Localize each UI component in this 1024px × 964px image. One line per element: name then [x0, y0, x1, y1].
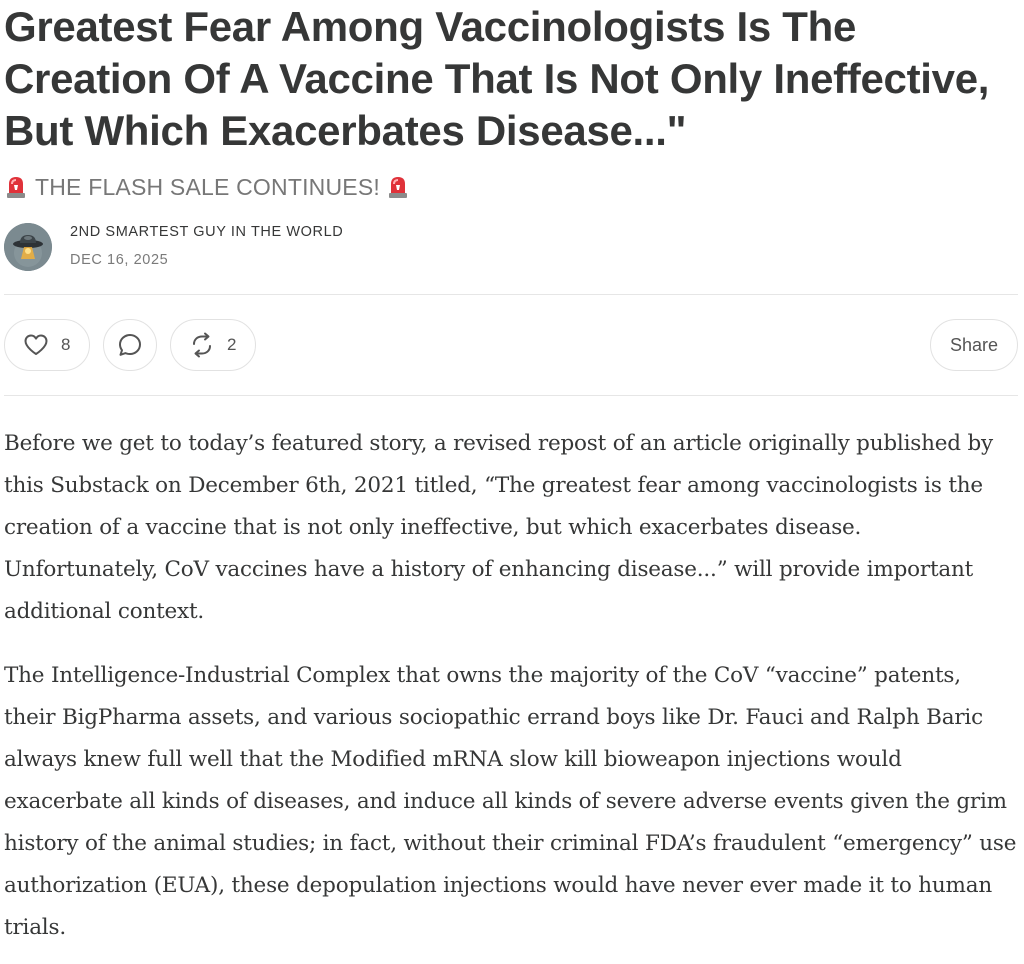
like-count: 8 [61, 335, 71, 354]
siren-icon [388, 175, 408, 199]
share-button[interactable]: Share [930, 319, 1018, 371]
comment-button[interactable] [103, 319, 157, 371]
author-name[interactable]: 2ND SMARTEST GUY IN THE WORLD [70, 224, 344, 240]
post-date: DEC 16, 2025 [70, 252, 169, 268]
post-subtitle [4, 170, 1018, 204]
byline [4, 220, 1018, 274]
like-button[interactable] [4, 319, 90, 371]
divider [4, 395, 1018, 396]
restack-count: 2 [227, 335, 237, 354]
siren-icon [6, 175, 26, 199]
author-avatar[interactable] [4, 223, 52, 271]
byline-text [70, 224, 343, 270]
restack-arrows-icon [189, 332, 215, 358]
subtitle-text: THE FLASH SALE CONTINUES! [35, 173, 380, 200]
body-paragraph: The Intelligence-Industrial Complex that owns the majority of the CoV “vaccine” patents, their BigPharma assets, and various sociopathic errand boys like Dr. Fauci and Ralph Baric always knew full well that the Modified mRNA slow kill bioweapon injections would exacerbate all kinds of diseases, and induce all kinds of severe adverse events given the grim history of the animal studies; in fact, without their criminal FDA’s fraudulent “emergency” use authorization (EUA), these depopulation injections would have never ever made it to human trials. [4, 663, 1017, 940]
restack-button[interactable] [170, 319, 256, 371]
comment-bubble-icon [117, 332, 143, 358]
post-body [4, 423, 1018, 949]
heart-icon [23, 333, 49, 357]
post-actions [4, 295, 1018, 395]
body-paragraph: Before we get to today’s featured story, a revised repost of an article originally published by this Substack on December 6th, 2021 titled, “The greatest fear among vaccinologists is the creation of a vaccine that is not only ineffective, but which exacerbates disease. Unfortunately, CoV vaccines have a history of enhancing disease...” will provide important additional context. [4, 431, 993, 624]
post-page [4, 0, 1018, 949]
post-title: Greatest Fear Among Vaccinologists Is The Creation Of A Vaccine That Is Not Only Ineffective, But Which Exacerbates Disease..." [4, 3, 990, 154]
